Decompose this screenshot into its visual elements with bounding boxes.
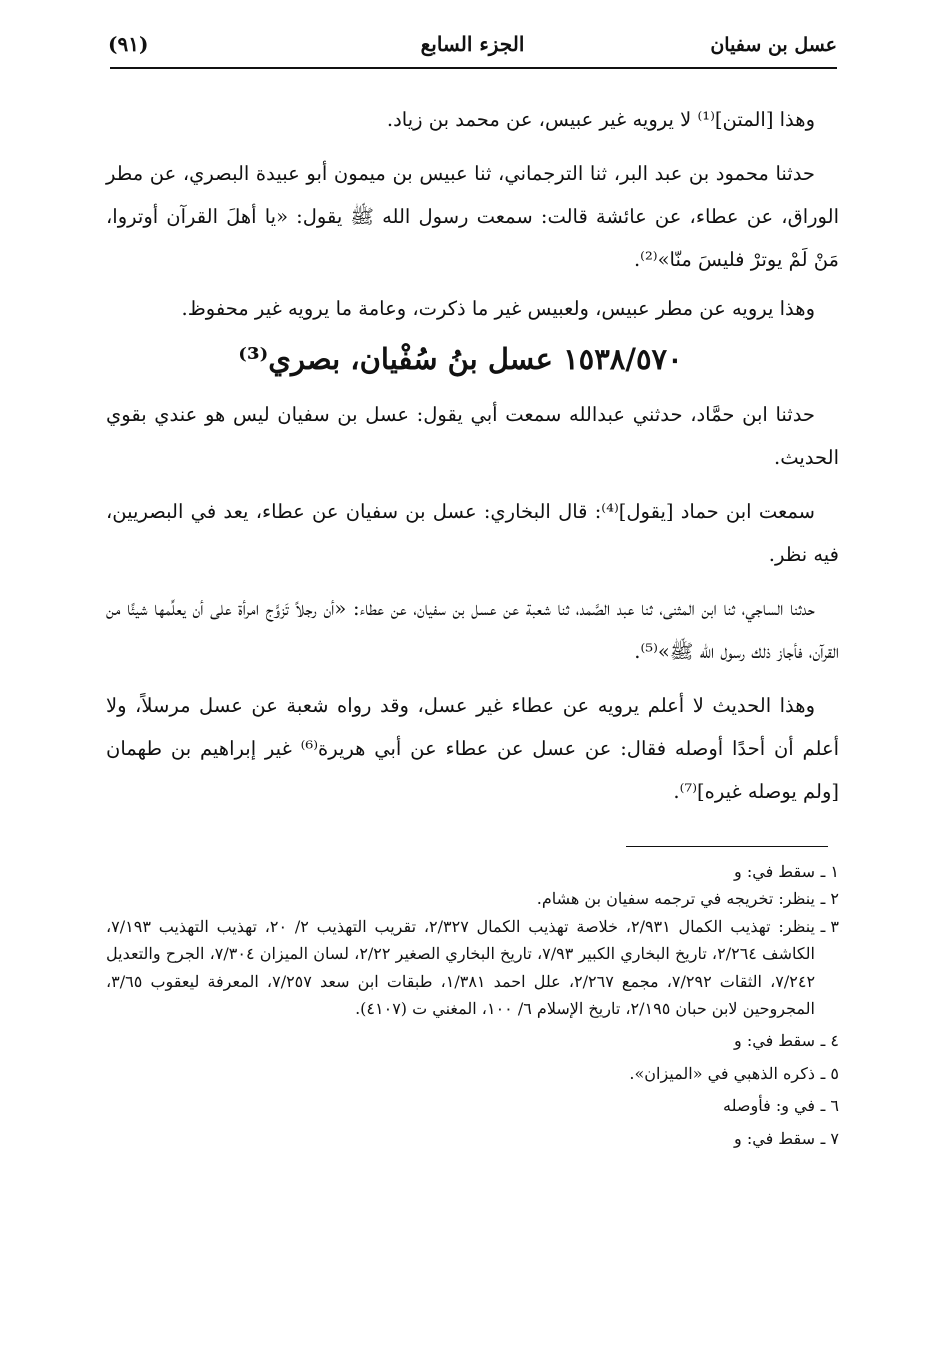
header-volume-title: الجزء السابع (420, 32, 525, 56)
paragraph-4: حدثنا ابن حمَّاد، حدثني عبدالله سمعت أبي يقول: عسل بن سفيان ليس هو عندي بقوي الحديث. (106, 403, 839, 469)
footnote (106, 913, 839, 1023)
footnote-number: ٧ ـ (820, 1128, 839, 1148)
footnote-number: ٢ ـ (820, 889, 839, 909)
footnotes (106, 858, 839, 1152)
footnote-number: ٣ ـ (820, 916, 839, 936)
running-header (108, 28, 837, 64)
footnote (106, 1060, 839, 1087)
entry-heading: ١٥٣٨/٥٧٠ عسل بنُ سُفْيان، بصري⁽³⁾ (238, 342, 683, 376)
paragraph-1: وهذا [المتن]⁽¹⁾ لا يرويه غير عبيس، عن محمد بن زياد. (386, 108, 815, 131)
footnote-number: ٤ ـ (820, 1031, 839, 1051)
footnote (106, 885, 839, 912)
main-text (106, 98, 839, 824)
footnote-text: ينظر: تهذيب الكمال ٢/٩٣١، خلاصة تهذيب الكمال ٢/٣٢٧، تقريب التهذيب ٢/ ٢٠، تهذيب التهذيب ٧/١٩٣، الكاشف ٢/٢٦٤، تاريخ البخاري الكبير ٧/٩٣، تاريخ البخاري الصغير ٢/٢٢، لسان الميزان ٧/٣٠٤، الجرح والتعديل ٧/٢٤٢، الثقات ٧/٢٩٢، مجمع ٢/٢٦٧، علل احمد ١/٣٨١، طبقات ابن سعد ٧/٢٥٧، المعرفة ليعقوب ٣/٦٥، المجروحين لابن حبان ٢/١٩٥، تاريخ الإسلام ٦/ ١٠٠، المغني ت (٤١٠٧). (106, 916, 816, 1019)
footnote (106, 1092, 839, 1119)
paragraph-3: وهذا يرويه عن مطر عبيس، ولعبيس غير ما ذكرت، وعامة ما يرويه غير محفوظ. (181, 297, 815, 320)
footnote-number: ٥ ـ (820, 1063, 839, 1083)
header-rule (110, 67, 837, 69)
paragraph-2: حدثنا محمود بن عبد البر، ثنا الترجماني، ثنا عبيس بن ميمون أبو عبيدة البصري، عن مطر الوراق، عن عطاء، عن عائشة قالت: سمعت رسول الله ﷺ يقول: «يا أهلَ القرآن أوتروا، مَنْ لَمْ يوترْ فليسَ منّا»⁽²⁾. (106, 162, 839, 271)
footnote-text: سقط في: و (734, 1128, 815, 1148)
header-page-number: (٩١) (108, 32, 149, 56)
footnote-number: ١ ـ (820, 862, 839, 881)
footnote-text: سقط في: و (734, 1031, 815, 1051)
footnote-text: في و: فأوصله (723, 1096, 815, 1116)
footnote (106, 1125, 839, 1152)
footnote (106, 858, 839, 885)
footnote-text: ذكره الذهبي في «الميزان». (629, 1063, 815, 1083)
footnote (106, 1027, 839, 1054)
header-entry-title: عسل بن سفيان (710, 34, 837, 56)
paragraph-6: حدثنا الساجي، ثنا ابن المثنى، ثنا عبد الصَّمد، ثنا شعبة عن عسل بن سفيان، عن عطاء: «أن رجلاً تَزوَّج امرأة على أن يعلِّمها شيئًا من القرآن، فأجاز ذلك رسول الله ﷺ»⁽⁵⁾. (106, 597, 839, 663)
paragraph-5: سمعت ابن حماد [يقول]⁽⁴⁾: قال البخاري: عسل بن سفيان عن عطاء، يعد في البصريين، فيه نظر. (106, 500, 839, 566)
footnote-number: ٦ ـ (820, 1096, 839, 1116)
paragraph-7: وهذا الحديث لا أعلم يرويه عن عطاء غير عسل، وقد رواه شعبة عن عسل مرسلاً، ولا أعلم أن أحدًا أوصله فقال: عن عسل عن عطاء عن أبي هريرة⁽⁶⁾ غير إبراهيم بن طهمان [ولم يوصله غيره]⁽⁷⁾. (106, 694, 839, 803)
footnote-rule (626, 846, 828, 847)
footnote-text: سقط في: و (734, 862, 815, 881)
footnote-text: ينظر: تخريجه في ترجمه سفيان بن هشام. (536, 889, 815, 909)
